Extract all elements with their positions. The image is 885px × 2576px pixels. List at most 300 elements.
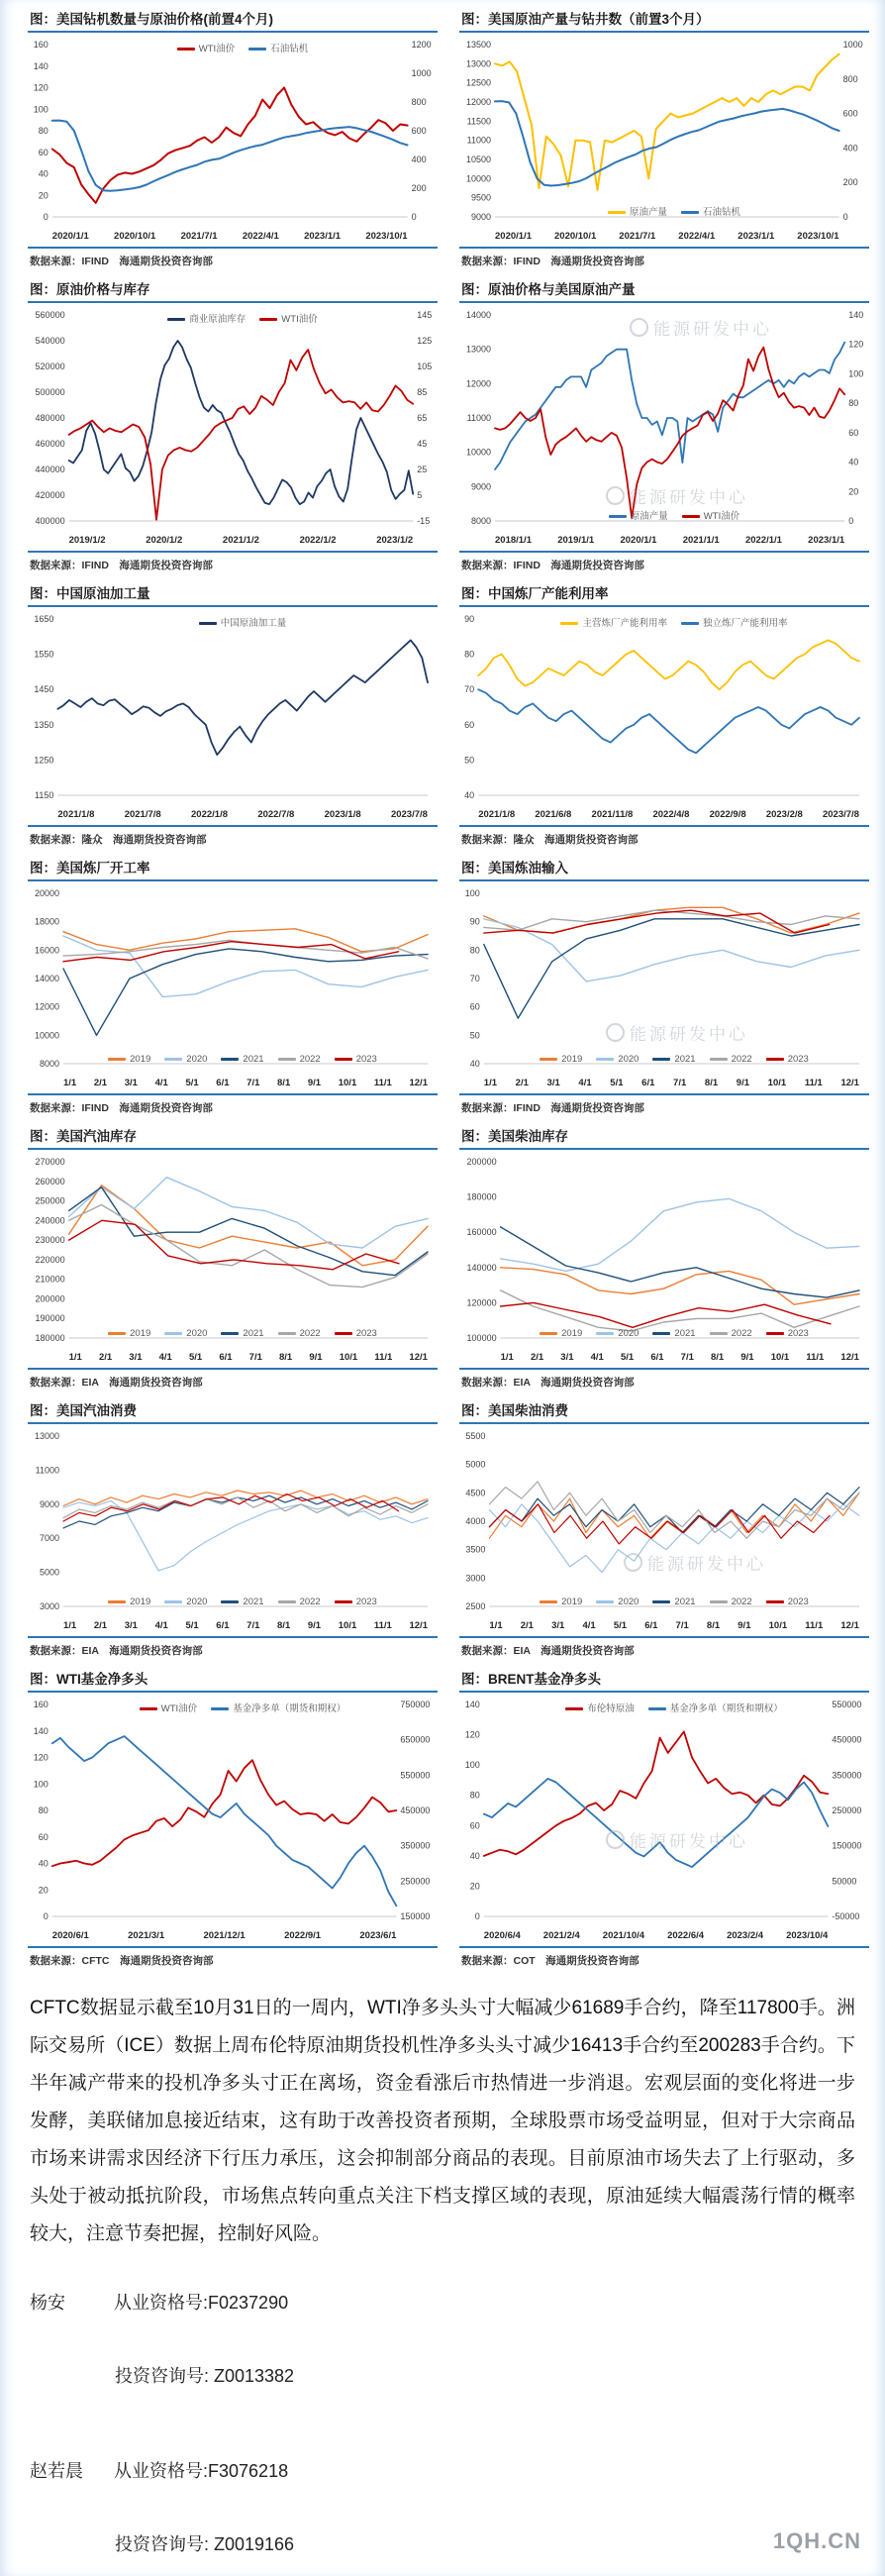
x-tick-label: 2023/10/1 [797,231,839,242]
svg-text:105: 105 [417,361,433,371]
x-tick-label: 8/1 [277,1078,291,1088]
svg-text:1250: 1250 [34,755,54,766]
author-cert: 从业资格号:F3076218 [114,2461,289,2481]
x-tick-label: 4/1 [578,1078,592,1088]
svg-text:4500: 4500 [465,1488,486,1498]
brand-watermark-text: 能源研发中心 [630,488,748,507]
svg-text:7000: 7000 [39,1533,59,1544]
x-tick-label: 1/1 [63,1078,77,1088]
svg-text:40: 40 [469,1059,480,1069]
svg-text:0: 0 [43,1911,49,1921]
svg-text:11500: 11500 [466,116,491,127]
x-tick-label: 2022/9/1 [284,1930,322,1941]
svg-text:9000: 9000 [39,1498,59,1509]
x-tick-label: 4/1 [582,1620,596,1631]
svg-text:150000: 150000 [400,1911,431,1921]
legend-item: 2021 [652,1054,695,1065]
svg-text:180000: 180000 [35,1333,65,1343]
x-tick-label: 10/1 [770,1352,790,1363]
svg-text:0: 0 [474,1911,480,1921]
brand-watermark-text: 能源研发中心 [630,1025,748,1044]
svg-text:40: 40 [464,790,475,800]
x-tick-label: 2023/2/8 [765,809,803,820]
svg-text:100: 100 [33,104,49,115]
svg-text:400: 400 [411,155,427,164]
svg-text:540000: 540000 [35,336,65,346]
x-tick-label: 6/1 [216,1620,230,1631]
svg-text:240000: 240000 [35,1215,65,1226]
svg-text:10000: 10000 [465,173,491,184]
x-tick-label: 1/1 [483,1078,498,1088]
x-tick-label: 6/1 [650,1352,664,1363]
svg-text:8000: 8000 [39,1059,59,1069]
x-tick-label: 5/1 [188,1352,203,1363]
svg-text:120: 120 [848,339,864,350]
data-source: 数据来源：EIA 海通期货投资咨询部 [28,1368,438,1391]
chart-plot [459,1152,869,1346]
svg-text:20: 20 [38,1885,49,1896]
x-tick-label: 2020/10/1 [554,231,597,242]
chart-1 [28,6,438,270]
x-tick-label: 2021/3/1 [128,1930,165,1941]
x-tick-label: 2020/1/1 [51,231,89,242]
x-tick-label: 8/1 [277,1620,291,1631]
legend-item: 2019 [540,1597,582,1607]
svg-text:0: 0 [43,212,49,222]
svg-text:5000: 5000 [39,1567,59,1578]
x-tick-label: 2021/1/8 [478,809,516,820]
legend-item: WTI油价 [682,508,739,522]
svg-text:50: 50 [464,755,475,766]
legend-item: 2019 [108,1597,150,1607]
svg-text:520000: 520000 [35,361,65,371]
svg-text:5: 5 [417,490,423,500]
legend-item: 2023 [335,1328,377,1339]
x-tick-label: 2022/4/8 [652,809,690,820]
x-tick-label: 7/1 [673,1078,687,1088]
svg-text:5500: 5500 [465,1431,486,1441]
svg-text:1450: 1450 [34,684,54,695]
chart-plot [459,35,869,225]
svg-text:260000: 260000 [35,1176,65,1186]
chart-title: 图：美国炼油输入 [459,855,869,881]
x-tick-label: 2021/7/8 [124,809,161,820]
svg-text:400000: 400000 [35,516,65,526]
chart-title: 图：原油价格与库存 [28,276,438,303]
svg-text:480000: 480000 [35,413,65,423]
svg-text:1650: 1650 [34,614,54,624]
svg-text:1150: 1150 [35,790,54,800]
svg-text:1200: 1200 [411,40,432,50]
svg-text:350000: 350000 [832,1770,862,1781]
svg-text:5000: 5000 [465,1459,486,1470]
legend-item: 2019 [108,1328,150,1339]
svg-text:250000: 250000 [832,1805,862,1815]
svg-text:0: 0 [411,212,417,222]
x-axis-labels [459,1620,869,1631]
legend-item: 基金净多单（期货和期权） [211,1700,345,1714]
x-tick-label: 9/1 [740,1352,754,1363]
chart-plot [459,883,869,1072]
author-name: 杨安 [30,2293,65,2313]
svg-text:160: 160 [33,1700,49,1709]
svg-text:9500: 9500 [470,192,491,203]
svg-text:20: 20 [848,486,859,497]
x-tick-label: 2022/7/8 [257,809,295,820]
data-source: 数据来源：隆众 海通期货投资咨询部 [459,825,869,849]
legend-item: 2022 [710,1597,752,1607]
legend-item: 2023 [335,1597,377,1607]
x-axis-labels [459,1352,869,1363]
svg-text:100: 100 [848,368,864,379]
x-tick-label: 7/1 [248,1352,262,1363]
legend-item: 主营炼厂产能利用率 [560,615,667,629]
chart-11 [28,1397,438,1660]
x-tick-label: 4/1 [590,1352,604,1363]
x-tick-label: 2/1 [98,1352,113,1363]
data-source: 数据来源：CFTC 海通期货投资咨询部 [28,1946,438,1970]
svg-text:85: 85 [417,387,428,397]
x-tick-label: 3/1 [546,1078,560,1088]
x-tick-label: 2020/1/1 [620,535,657,546]
x-tick-label: 4/1 [154,1620,168,1631]
svg-text:70: 70 [469,974,480,983]
chart-9 [28,1123,438,1391]
svg-text:60: 60 [38,147,49,157]
brand-watermark-text: 能源研发中心 [653,320,772,339]
svg-text:600: 600 [842,108,858,119]
svg-text:-15: -15 [417,516,431,526]
svg-text:750000: 750000 [400,1700,431,1709]
x-tick-label: 7/1 [246,1620,260,1631]
svg-text:80: 80 [469,945,480,956]
legend-item: 商业原油库存 [167,311,246,325]
x-tick-label: 2021/1/2 [222,535,259,546]
x-tick-label: 2/1 [93,1620,108,1631]
svg-text:10000: 10000 [465,447,491,458]
svg-text:145: 145 [417,310,433,320]
svg-text:80: 80 [469,1790,480,1801]
svg-text:150000: 150000 [832,1840,862,1851]
svg-text:200: 200 [842,177,858,188]
chart-7 [28,855,438,1117]
chart-title: 图：美国炼厂开工率 [28,855,438,881]
svg-text:1000: 1000 [411,68,432,78]
legend-item: 布伦特原油 [565,1700,635,1714]
legend-item: 2020 [596,1328,639,1339]
svg-text:80: 80 [848,398,859,409]
svg-text:12000: 12000 [465,97,491,107]
svg-text:120: 120 [464,1729,480,1740]
x-tick-label: 10/1 [338,1078,357,1088]
legend-item: 石油钻机 [681,204,740,218]
x-tick-label: 2/1 [530,1352,544,1363]
x-tick-label: 12/1 [409,1620,428,1631]
x-tick-label: 2023/2/4 [727,1930,764,1941]
legend-item: 2021 [221,1597,263,1607]
svg-text:350000: 350000 [400,1840,431,1851]
svg-text:125: 125 [417,336,433,346]
x-tick-label: 11/1 [373,1078,392,1088]
svg-text:60: 60 [469,1001,480,1012]
x-tick-label: 2020/6/1 [51,1930,89,1941]
svg-text:2500: 2500 [465,1601,486,1611]
x-tick-label: 12/1 [840,1620,859,1631]
svg-text:140: 140 [464,1700,480,1709]
x-tick-label: 9/1 [309,1352,323,1363]
x-axis-labels [459,1930,869,1941]
chart-14 [459,1666,869,1970]
svg-text:200000: 200000 [466,1157,497,1167]
x-tick-label: 5/1 [185,1620,199,1631]
commentary-paragraph: CFTC数据显示截至10月31日的一周内，WTI净多头头寸大幅减少61689手合约，降至117800手。洲际交易所（ICE）数据上周布伦特原油期货投机性净多头头寸减少16413手合约至200283手合约。下半年减产带来的投机净多头寸正在离场，资金看涨后市热情进一步消退。宏观层面的变化将进一步发酵，美联储加息接近结束，这有助于改善投资者预期，全球股票市场受益明显，但对于大宗商品市场来讲需求因经济下行压力承压，这会抑制部分商品的表现。目前原油市场失去了上行驱动，多头处于被动抵抗阶段，市场焦点转向重点关注下档支撑区域的表现，原油延续大幅震荡行情的概率较大，注意节奏把握，控制好风险。 [30,1998,855,2244]
svg-text:250000: 250000 [35,1195,65,1206]
legend-item: 2020 [164,1054,207,1065]
data-source: 数据来源：IFIND 海通期货投资咨询部 [459,551,869,574]
legend-item: 2019 [108,1054,150,1065]
svg-text:190000: 190000 [35,1313,65,1324]
legend-item: 2021 [652,1328,695,1339]
chart-title: 图：美国柴油库存 [459,1123,869,1150]
x-tick-label: 6/1 [216,1078,230,1088]
x-tick-label: 2022/1/2 [299,535,337,546]
brand-watermark-text: 能源研发中心 [647,1555,766,1574]
author-advisory: 投资咨询号: Z0013382 [115,2366,295,2386]
chart-plot [28,1152,438,1346]
x-tick-label: 2020/6/4 [483,1930,521,1941]
x-tick-label: 2020/1/1 [495,231,532,242]
svg-text:650000: 650000 [400,1734,431,1745]
chart-title: 图：中国原油加工量 [28,580,438,607]
x-tick-label: 5/1 [613,1620,628,1631]
x-tick-label: 9/1 [736,1078,750,1088]
svg-text:210000: 210000 [35,1274,65,1285]
x-tick-label: 2021/7/1 [619,231,656,242]
svg-text:120000: 120000 [466,1297,497,1308]
svg-text:450000: 450000 [832,1734,862,1745]
svg-text:60: 60 [38,1831,49,1842]
x-tick-label: 2023/1/2 [376,535,414,546]
author-cert: 从业资格号:F0237290 [114,2293,289,2313]
x-tick-label: 5/1 [610,1078,624,1088]
svg-text:12000: 12000 [465,378,491,389]
svg-text:230000: 230000 [35,1235,65,1246]
svg-text:140: 140 [848,310,864,320]
svg-text:90: 90 [464,614,475,624]
svg-text:420000: 420000 [35,490,65,500]
svg-text:400: 400 [842,143,858,154]
legend-item: 原油产量 [609,508,668,522]
svg-text:60: 60 [469,1820,480,1831]
legend-item: WTI油价 [177,41,235,54]
svg-text:550000: 550000 [400,1770,431,1781]
svg-text:9000: 9000 [470,212,491,222]
x-tick-label: 9/1 [307,1078,322,1088]
x-tick-label: 2020/1/2 [146,535,183,546]
legend-item: 2023 [766,1597,809,1607]
legend-item: 2020 [164,1328,207,1339]
legend-item: 2021 [652,1597,695,1607]
site-watermark: 1QH.CN [772,2528,861,2553]
x-tick-label: 2021/12/1 [203,1930,246,1941]
x-tick-label: 2023/1/1 [808,535,845,546]
legend-item: 2023 [766,1054,809,1065]
chart-title: 图：WTI基金净多头 [28,1666,438,1693]
x-tick-label: 8/1 [279,1352,293,1363]
x-tick-label: 4/1 [158,1352,172,1363]
author-row [30,2289,855,2315]
legend-item: 2019 [540,1054,582,1065]
x-tick-label: 9/1 [307,1620,322,1631]
x-axis-labels [28,535,438,546]
x-tick-label: 6/1 [641,1078,655,1088]
svg-text:40: 40 [469,1850,480,1861]
legend-item: 2021 [221,1054,263,1065]
chart-title: 图：中国炼厂产能利用率 [459,580,869,607]
legend-item: WTI油价 [259,311,317,325]
svg-text:10000: 10000 [34,1030,59,1041]
x-axis-labels [28,231,438,242]
x-tick-label: 2023/1/1 [738,231,775,242]
svg-text:3000: 3000 [39,1601,59,1611]
svg-text:120: 120 [33,1752,49,1763]
chart-title: 图：美国原油产量与钻井数（前置3个月） [459,6,869,33]
x-tick-label: 10/1 [339,1352,358,1363]
x-tick-label: 2021/1/8 [57,809,95,820]
data-source: 数据来源：EIA 海通期货投资咨询部 [28,1636,438,1660]
x-tick-label: 2022/1/8 [191,809,228,820]
svg-text:60: 60 [464,719,475,730]
x-axis-labels [459,1078,869,1088]
legend-item: WTI油价 [140,1700,197,1714]
svg-text:9000: 9000 [470,481,491,492]
svg-text:0: 0 [848,516,854,526]
x-tick-label: 3/1 [129,1352,143,1363]
svg-text:0: 0 [842,212,848,222]
chart-plot [28,35,438,225]
x-tick-label: 2021/10/4 [602,1930,645,1941]
data-source: 数据来源：IFIND 海通期货投资咨询部 [28,1093,438,1117]
svg-text:13000: 13000 [465,58,491,69]
x-axis-labels [28,1078,438,1088]
chart-12 [459,1397,869,1660]
x-tick-label: 6/1 [219,1352,233,1363]
svg-text:800: 800 [842,73,858,84]
chart-title: 图：BRENT基金净多头 [459,1666,869,1693]
x-tick-label: 11/1 [374,1352,393,1363]
legend-item: 独立炼厂产能利用率 [681,615,788,629]
x-tick-label: 8/1 [711,1352,725,1363]
charts-grid [0,6,885,1976]
legend-item: 中国原油加工量 [199,615,287,629]
svg-text:200000: 200000 [35,1293,65,1304]
svg-text:1350: 1350 [34,719,54,730]
svg-text:3000: 3000 [465,1573,486,1584]
svg-text:40: 40 [848,457,859,467]
svg-text:220000: 220000 [35,1254,65,1265]
svg-text:1550: 1550 [34,649,54,660]
x-tick-label: 2022/4/1 [678,231,716,242]
chart-plot [28,609,438,803]
author-name: 赵若晨 [30,2461,83,2481]
x-tick-label: 2021/7/1 [180,231,218,242]
x-tick-label: 2021/2/4 [542,1930,580,1941]
svg-text:3500: 3500 [465,1544,486,1555]
x-tick-label: 2023/7/8 [390,809,428,820]
chart-plot [459,1426,869,1614]
x-tick-label: 9/1 [738,1620,751,1631]
data-source: 数据来源：EIA 海通期货投资咨询部 [459,1368,869,1391]
x-tick-label: 5/1 [185,1078,199,1088]
x-tick-label: 12/1 [840,1352,859,1363]
x-tick-label: 2021/11/8 [591,809,634,820]
chart-plot [28,1426,438,1614]
x-tick-label: 2019/1/2 [68,535,106,546]
data-source: 数据来源：IFIND 海通期货投资咨询部 [459,247,869,270]
x-tick-label: 2022/4/1 [242,231,279,242]
x-tick-label: 3/1 [551,1620,565,1631]
authors-block [0,2253,885,2556]
x-axis-labels [28,1620,438,1631]
x-axis-labels [28,1930,438,1941]
x-tick-label: 2022/9/8 [709,809,746,820]
chart-plot [28,1695,438,1924]
svg-text:70: 70 [464,684,475,695]
x-tick-label: 2/1 [93,1078,108,1088]
svg-text:65: 65 [417,413,428,423]
legend-item: 基金净多单（期货和期权） [648,1700,783,1714]
chart-plot [459,609,869,803]
svg-text:20: 20 [38,190,49,201]
x-tick-label: 2021/1/1 [682,535,720,546]
legend-item: 2020 [596,1054,639,1065]
svg-text:160: 160 [33,40,49,50]
x-tick-label: 2023/6/1 [359,1930,397,1941]
svg-text:11000: 11000 [466,135,491,146]
svg-text:90: 90 [469,916,480,927]
x-tick-label: 2020/10/1 [114,231,156,242]
svg-text:13000: 13000 [465,344,491,355]
legend-item: 石油钻机 [248,41,308,54]
chart-4 [459,276,869,574]
x-tick-label: 11/1 [373,1620,392,1631]
x-tick-label: 2023/1/1 [304,231,342,242]
chart-title: 图：美国汽油消费 [28,1397,438,1424]
x-tick-label: 2021/6/8 [535,809,572,820]
x-tick-label: 6/1 [644,1620,658,1631]
svg-text:45: 45 [417,439,428,449]
data-source: 数据来源：IFIND 海通期货投资咨询部 [459,1093,869,1117]
svg-text:20000: 20000 [34,888,59,898]
x-tick-label: 2/1 [520,1620,534,1631]
legend-item: 2020 [596,1597,639,1607]
svg-text:460000: 460000 [35,439,65,449]
chart-plot [28,883,438,1072]
svg-text:8000: 8000 [470,516,491,526]
svg-text:25: 25 [417,464,428,474]
x-tick-label: 3/1 [124,1078,138,1088]
svg-text:10500: 10500 [465,155,491,164]
svg-text:550000: 550000 [832,1700,862,1709]
svg-text:16000: 16000 [34,945,59,956]
data-source: 数据来源：IFIND 海通期货投资咨询部 [28,551,438,574]
svg-text:180000: 180000 [466,1191,497,1202]
chart-plot [459,1695,869,1924]
svg-text:140: 140 [33,60,49,71]
x-tick-label: 12/1 [409,1352,428,1363]
x-axis-labels [28,1352,438,1363]
x-axis-labels [28,809,438,820]
